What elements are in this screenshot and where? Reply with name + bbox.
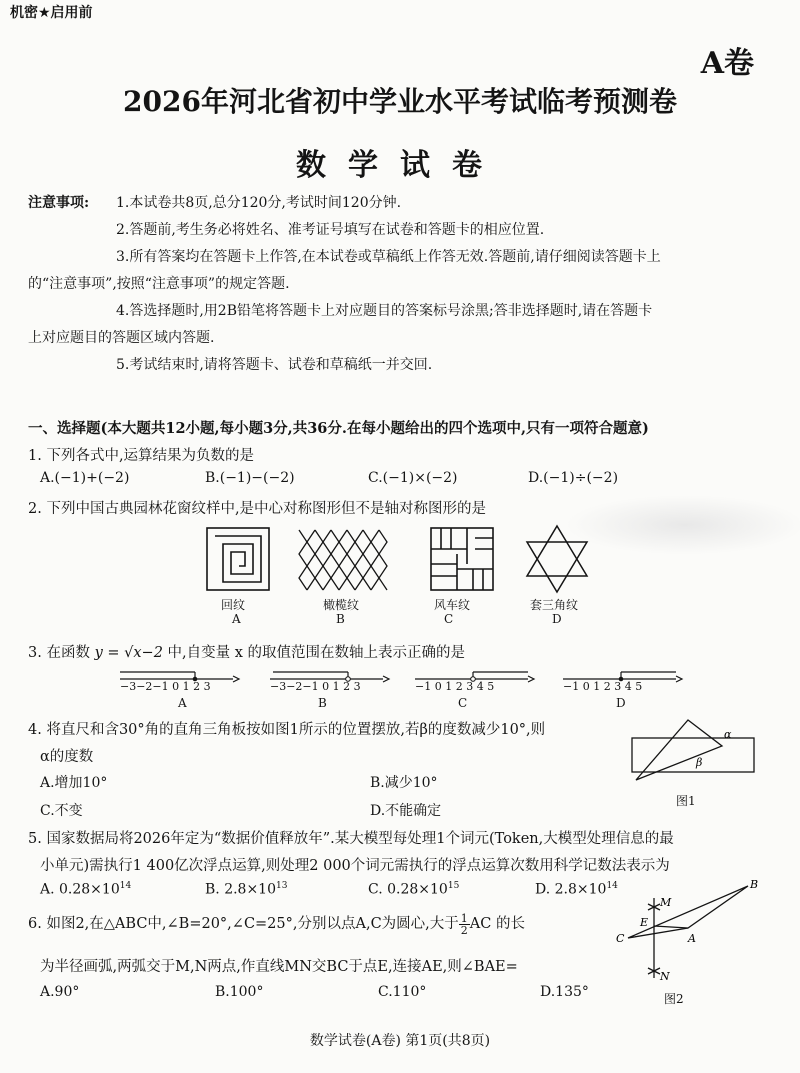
pattern-fengche-figure [431, 528, 493, 590]
q2-letter-a: A [232, 612, 241, 626]
q6-stem-line1: 6. 如图2,在△ABC中,∠B=20°,∠C=25°,分别以点A,C为圆心,大于 $\frac{1}{2}$ AC 的长 [28, 911, 525, 937]
page-footer: 数学试卷(A卷) 第1页(共8页) [309, 1033, 491, 1049]
q6-option-b: B.100° [215, 984, 264, 1000]
pattern-huiwen-figure [207, 528, 269, 590]
q4-stem-line1: 4. 将直尺和含30°角的直角三角板按如图1所示的位置摆放,若β的度数减少10°,则 [28, 722, 546, 738]
note-item: 5.考试结束时,请将答题卡、试卷和草稿纸一并交回. [116, 357, 433, 373]
triangle-shape [636, 720, 722, 780]
pattern-ganlan-figure [299, 530, 387, 590]
q5-option-b: B. $2.8\times 10^{13}$ [205, 881, 288, 898]
q5-option-d: D. $2.8\times 10^{14}$ [535, 881, 618, 898]
point-a-label: A [688, 932, 696, 945]
q2-stem: 2. 下列中国古典园林花窗纹样中,是中心对称图形但不是轴对称图形的是 [28, 501, 487, 517]
alpha-label: α [724, 728, 732, 741]
q6-stem-line2: 为半径画弧,两弧交于M,N两点,作直线MN交BC于点E,连接AE,则∠BAE= [40, 959, 518, 975]
q6-figure-caption: 图2 [664, 992, 684, 1006]
q5-option-c: C. $0.28\times 10^{15}$ [368, 881, 460, 898]
section-heading: 一、选择题(本大题共12小题,每小题3分,共36分.在每小题给出的四个选项中,只有一项符合题意) [28, 420, 649, 437]
q3-letter-b: B [318, 696, 327, 710]
q4-stem-line2: α的度数 [40, 749, 94, 765]
q3-letter-d: D [616, 696, 626, 710]
beta-label: β [696, 756, 703, 769]
ruler-shape [632, 738, 754, 772]
volume-label: A卷 [700, 46, 754, 81]
q2-pattern-figures [195, 524, 615, 600]
q1-stem: 1. 下列各式中,运算结果为负数的是 [28, 448, 255, 464]
notes-block [28, 190, 661, 379]
one-half-fraction: $\frac{1}{2}$ [460, 911, 468, 937]
point-b-label: B [750, 878, 759, 891]
point-m-label: M [660, 896, 672, 909]
note-item: 的“注意事项”,按照“注意事项”的规定答题. [28, 276, 290, 292]
q1-option-b: B.(−1)−(−2) [205, 470, 295, 486]
note-item: 3.所有答案均在答题卡上作答,在本试卷或草稿纸上作答无效.答题前,请仔细阅读答题卡上 [116, 249, 661, 265]
q3-letter-a: A [178, 696, 187, 710]
q1-option-d: D.(−1)÷(−2) [528, 470, 619, 486]
q3-stem: 3. 在函数 y = √x−2 中,自变量 x 的取值范围在数轴上表示正确的是 [28, 645, 466, 661]
triangle-abc-shape [628, 886, 748, 938]
q6-option-a: A.90° [40, 984, 80, 1000]
q6-option-c: C.110° [378, 984, 427, 1000]
q1-option-c: C.(−1)×(−2) [368, 470, 458, 486]
q3-axis-b: −3−2−1 0 1 2 3 [270, 680, 361, 693]
q2-name-a: 回纹 [221, 598, 246, 612]
q1-option-a: A.(−1)+(−2) [40, 470, 130, 486]
q2-name-c: 风车纹 [434, 598, 471, 612]
q5-option-a: A. $0.28\times 10^{14}$ [40, 881, 132, 898]
q3-letter-c: C [458, 696, 468, 710]
point-c-label: C [616, 932, 625, 945]
q2-name-b: 橄榄纹 [323, 598, 360, 612]
q2-letter-d: D [552, 612, 562, 626]
q3-axis-d: −1 0 1 2 3 4 5 [563, 680, 643, 693]
q3-formula: y = √x−2 [94, 645, 163, 661]
confidential-mark: 机密★启用前 [10, 5, 93, 21]
exam-title: 2026年河北省初中学业水平考试临考预测卷 [123, 85, 677, 118]
note-item: 4.答选择题时,用2B铅笔将答题卡上对应题目的答案标号涂黑;答非选择题时,请在答题卡 [116, 303, 653, 319]
q4-option-a: A.增加10° [40, 775, 108, 791]
q5-stem-line2: 小单元)需执行1 400亿次浮点运算,则处理2 000个词元需执行的浮点运算次数用科学记数法表示为 [40, 858, 670, 874]
q4-option-b: B.减少10° [370, 775, 438, 791]
note-item: 1.本试卷共8页,总分120分,考试时间120分钟. [116, 195, 402, 211]
note-item: 2.答题前,考生务必将姓名、准考证号填写在试卷和答题卡的相应位置. [116, 222, 545, 238]
q2-letter-c: C [444, 612, 454, 626]
point-e-label: E [640, 916, 649, 929]
segment-ae [654, 926, 688, 928]
notes-heading: 注意事项: [28, 195, 90, 211]
pattern-santaojiao-figure [527, 526, 587, 592]
q4-option-d: D.不能确定 [370, 803, 442, 819]
q5-stem-line1: 5. 国家数据局将2026年定为“数据价值释放年”.某大模型每处理1个词元(Token,大模型处理信息的最 [28, 831, 674, 847]
q2-letter-b: B [336, 612, 345, 626]
q3-axis-a: −3−2−1 0 1 2 3 [120, 680, 211, 693]
q4-figure-ruler-triangle [628, 716, 760, 786]
q3-axis-c: −1 0 1 2 3 4 5 [415, 680, 495, 693]
point-n-label: N [660, 970, 670, 983]
q6-figure-triangle [608, 876, 768, 988]
note-item: 上对应题目的答题区域内答题. [28, 330, 215, 346]
q4-figure-caption: 图1 [676, 794, 696, 808]
q4-option-c: C.不变 [40, 803, 83, 819]
q2-name-d: 套三角纹 [530, 598, 579, 612]
subject-title: 数学试卷 [296, 148, 504, 183]
q6-option-d: D.135° [540, 984, 589, 1000]
